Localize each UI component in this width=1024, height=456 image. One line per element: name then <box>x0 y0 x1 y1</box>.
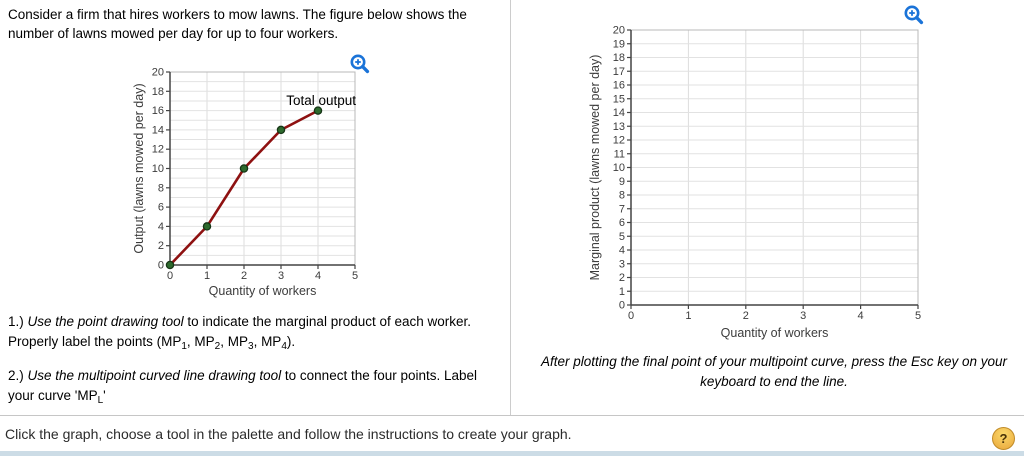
svg-text:1: 1 <box>685 310 692 322</box>
svg-text:17: 17 <box>612 65 625 78</box>
svg-text:Total output: Total output <box>286 93 356 108</box>
instruction-1-text: to indicate the marginal product of each worker. Properly label the points (MP <box>8 314 472 349</box>
instruction-1-text: , MP <box>186 333 215 349</box>
instruction-2-text: ' <box>103 387 106 403</box>
svg-text:4: 4 <box>157 220 164 233</box>
instruction-2 <box>8 366 502 405</box>
help-button[interactable]: ? <box>992 427 1015 450</box>
svg-text:5: 5 <box>618 230 625 243</box>
svg-text:4: 4 <box>314 270 322 282</box>
svg-text:4: 4 <box>618 244 625 257</box>
svg-text:0: 0 <box>157 259 164 272</box>
instruction-1-text: ). <box>286 333 296 349</box>
instruction-2-tool-name: Use the multipoint curved line drawing tool <box>27 368 282 384</box>
svg-text:20: 20 <box>612 24 625 37</box>
zoom-in-button-right-chart[interactable] <box>903 4 925 26</box>
panel-divider <box>510 0 511 415</box>
marginal-product-chart[interactable] <box>558 0 1022 345</box>
zoom-in-button-left-chart[interactable] <box>349 53 371 75</box>
svg-text:7: 7 <box>618 203 625 216</box>
mp3-subscript: 3 <box>248 340 254 352</box>
svg-text:2: 2 <box>742 310 749 322</box>
svg-text:Output (lawns mowed per day): Output (lawns mowed per day) <box>132 83 146 254</box>
drawing-instructions <box>8 312 502 405</box>
svg-text:13: 13 <box>612 120 625 133</box>
svg-text:14: 14 <box>151 124 164 137</box>
svg-text:12: 12 <box>151 143 164 156</box>
svg-text:3: 3 <box>800 310 807 322</box>
svg-text:9: 9 <box>618 175 625 188</box>
svg-text:3: 3 <box>277 270 285 282</box>
svg-text:8: 8 <box>618 189 625 202</box>
instruction-2-number: 2.) <box>8 368 28 384</box>
footer-divider <box>0 415 1024 416</box>
mpl-subscript: L <box>97 394 104 406</box>
svg-text:0: 0 <box>618 299 625 312</box>
svg-text:4: 4 <box>857 310 864 322</box>
instruction-1-text: , MP <box>220 333 248 349</box>
svg-text:10: 10 <box>612 162 625 174</box>
bottom-accent-strip <box>0 451 1024 456</box>
instruction-1 <box>8 312 502 351</box>
svg-text:Marginal product (lawns mowed: Marginal product (lawns mowed per day) <box>588 54 602 281</box>
svg-text:14: 14 <box>612 107 625 119</box>
svg-text:11: 11 <box>613 148 625 161</box>
svg-text:5: 5 <box>914 310 922 322</box>
svg-text:20: 20 <box>151 66 164 79</box>
svg-text:10: 10 <box>151 163 164 175</box>
instruction-1-text: , MP <box>253 333 282 349</box>
svg-text:2: 2 <box>240 270 248 282</box>
mp2-subscript: 2 <box>214 340 221 352</box>
mp1-subscript: 1 <box>181 340 187 352</box>
svg-text:16: 16 <box>612 79 625 92</box>
svg-text:12: 12 <box>612 134 625 147</box>
instruction-2-text: to connect the four points. Label your curve 'MP <box>8 368 478 403</box>
svg-text:6: 6 <box>157 201 164 214</box>
svg-text:18: 18 <box>151 85 164 98</box>
footer-instruction: Click the graph, choose a tool in the palette and follow the instructions to create your graph. <box>5 426 572 442</box>
svg-text:0: 0 <box>627 310 635 322</box>
instruction-1-tool-name: Use the point drawing tool <box>27 314 184 329</box>
svg-text:16: 16 <box>151 105 164 118</box>
magnifier-plus-icon <box>349 53 371 75</box>
svg-text:2: 2 <box>157 240 164 253</box>
svg-text:Quantity of workers: Quantity of workers <box>720 326 829 340</box>
svg-text:2: 2 <box>618 272 625 284</box>
question-text: Consider a firm that hires workers to mow lawns. The figure below shows the number of lawns mowed per day for up to four workers. <box>8 7 467 41</box>
svg-text:6: 6 <box>618 217 625 229</box>
instruction-1-number: 1.) <box>8 314 28 329</box>
svg-text:18: 18 <box>612 52 625 64</box>
svg-text:19: 19 <box>612 38 625 51</box>
mp4-subscript: 4 <box>281 340 287 352</box>
svg-text:0: 0 <box>166 270 174 282</box>
esc-key-note: After plotting the final point of your multipoint curve, press the Esc key on your keyboard to end the line. <box>541 354 1007 390</box>
svg-text:8: 8 <box>157 182 164 195</box>
svg-text:15: 15 <box>612 93 625 106</box>
svg-text:5: 5 <box>351 270 359 282</box>
svg-text:1: 1 <box>203 270 211 282</box>
total-output-chart[interactable] <box>130 48 380 300</box>
svg-text:3: 3 <box>618 258 625 271</box>
svg-text:Quantity of workers: Quantity of workers <box>208 284 317 298</box>
magnifier-plus-icon <box>903 4 925 26</box>
svg-text:1: 1 <box>618 285 625 298</box>
